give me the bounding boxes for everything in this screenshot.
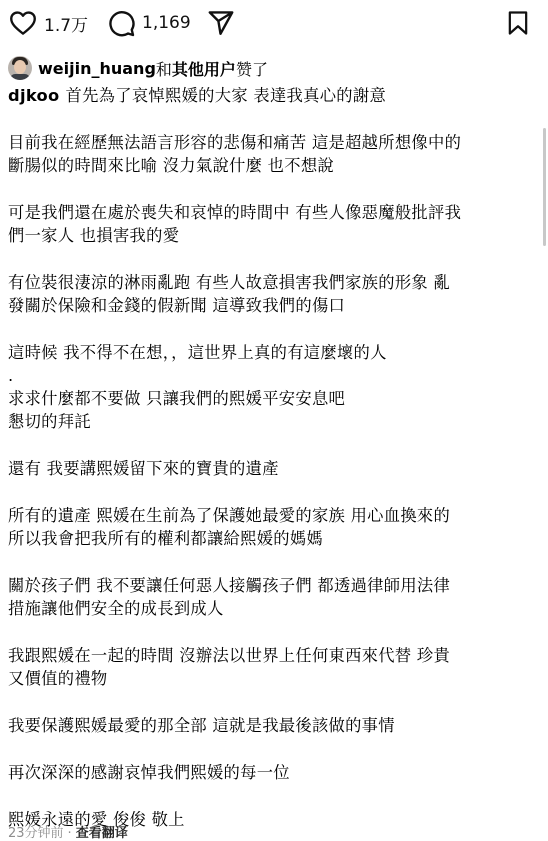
caption-line: 有位裝很淒涼的淋雨亂跑 有些人故意損害我們家族的形象 亂 xyxy=(8,273,451,292)
caption-first-line xyxy=(8,84,533,107)
heart-icon[interactable] xyxy=(8,8,38,38)
like-count: 1.7万 xyxy=(44,15,89,36)
caption-line: 這時候 我不得不在想，，這世界上真的有這麼壞的人 xyxy=(8,343,387,362)
caption-line: 可是我們還在處於喪失和哀悼的時間中 有些人像惡魔般批評我 xyxy=(8,203,462,222)
comment-icon[interactable] xyxy=(106,8,136,38)
bookmark-icon[interactable] xyxy=(504,8,532,38)
caption-line: 發關於保險和金錢的假新聞 這導致我們的傷口 xyxy=(8,296,346,315)
caption-line: 還有 我要講熙媛留下來的寶貴的遺產 xyxy=(8,459,279,478)
share-action[interactable] xyxy=(206,8,236,38)
comment-action[interactable] xyxy=(106,8,191,38)
footer-separator: · xyxy=(67,826,72,841)
caption-line: 熙媛永遠的愛 俊俊 敬上 xyxy=(8,810,185,829)
share-paper-plane-icon[interactable] xyxy=(206,8,236,38)
caption-line: 求求什麼都不要做 只讓我們的熙媛平安安息吧 xyxy=(8,389,346,408)
caption-line: 我要保護熙媛最愛的那全部 這就是我最後該做的事情 xyxy=(8,716,395,735)
caption-line: 關於孩子們 我不要讓任何惡人接觸孩子們 都透過律師用法律 xyxy=(8,576,451,595)
caption-line: . xyxy=(8,366,14,385)
save-action[interactable] xyxy=(504,8,532,38)
caption-line: 懇切的拜託 xyxy=(8,412,91,431)
post-footer xyxy=(8,822,128,841)
liked-by-others[interactable]: 其他用户 xyxy=(171,59,236,79)
caption-line: 我跟熙媛在一起的時間 沒辦法以世界上任何東西來代替 珍貴 xyxy=(8,646,451,665)
liked-by-line xyxy=(8,56,268,80)
like-action[interactable] xyxy=(8,8,88,38)
caption-line: 再次深深的感謝哀悼我們熙媛的每一位 xyxy=(8,763,290,782)
avatar[interactable] xyxy=(8,56,32,80)
caption-line: 們一家人 也損害我的愛 xyxy=(8,226,180,245)
scrollbar[interactable] xyxy=(543,128,546,246)
caption-line: 又價值的禮物 xyxy=(8,669,108,688)
caption-line: 所以我會把我所有的權利都讓給熙媛的媽媽 xyxy=(8,529,324,548)
post-timestamp: 23分钟前 xyxy=(8,826,64,841)
caption-line: 首先為了哀悼熙媛的大家 表達我真心的謝意 xyxy=(65,86,387,105)
see-translation-link[interactable]: 查看翻译 xyxy=(75,826,128,841)
liked-by-suffix: 赞了 xyxy=(235,59,268,79)
caption-line: 措施讓他們安全的成長到成人 xyxy=(8,599,224,618)
caption-line: 斷腸似的時間來比喻 沒力氣說什麼 也不想說 xyxy=(8,156,334,175)
caption-line: 所有的遺產 熙媛在生前為了保護她最愛的家族 用心血換來的 xyxy=(8,506,451,525)
post-caption xyxy=(8,84,533,831)
post-action-bar xyxy=(0,0,548,48)
caption-username[interactable]: djkoo xyxy=(8,86,60,105)
liked-by-username[interactable]: weijin_huang xyxy=(38,58,156,78)
caption-line: 目前我在經歷無法語言形容的悲傷和痛苦 這是超越所想像中的 xyxy=(8,133,462,152)
liked-by-connector: 和 xyxy=(155,59,172,79)
comment-count: 1,169 xyxy=(142,13,191,33)
